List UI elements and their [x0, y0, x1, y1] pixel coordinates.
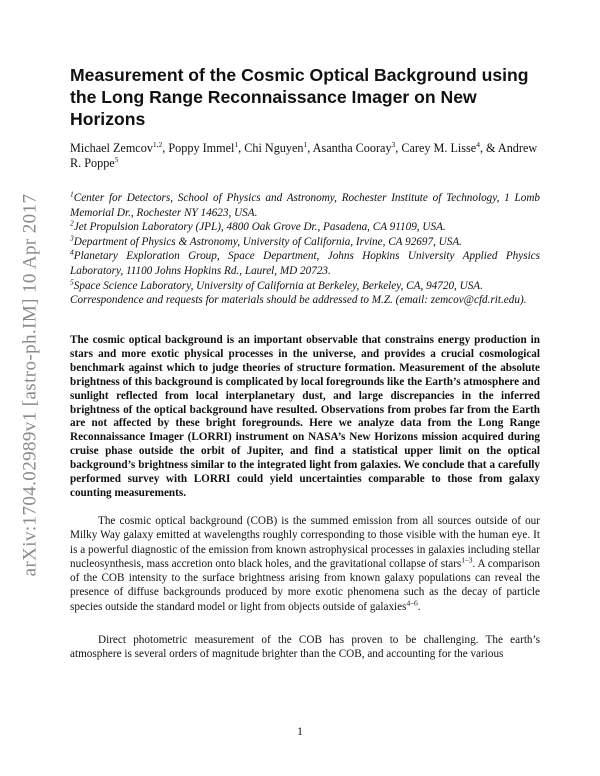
affiliation-text: Center for Detectors, School of Physics and Astronomy, Rochester Institute of Technology, 1 Lomb Memorial Dr., Rochester NY 14623, USA. — [70, 192, 540, 219]
body-paragraph — [70, 514, 540, 614]
affiliation-number: 2 — [70, 218, 74, 228]
author — [168, 141, 244, 155]
author-affil-mark: 5 — [114, 154, 119, 164]
author-separator: , — [307, 141, 313, 155]
affiliation — [70, 249, 540, 278]
author-name: Carey M. Lisse — [401, 141, 477, 155]
affiliation-number: 4 — [70, 247, 74, 257]
paper-title: Measurement of the Cosmic Optical Background using the Long Range Reconnaissance Imager on New Horizons — [70, 65, 529, 129]
affiliation — [70, 276, 540, 294]
author-list — [70, 141, 540, 171]
author-affil-mark: 1 — [303, 139, 308, 149]
affiliation-number: 5 — [70, 276, 74, 286]
author-name: Asantha Cooray — [312, 141, 392, 155]
page-number: 1 — [297, 726, 303, 738]
author-name: Poppy Immel — [168, 141, 235, 155]
author-affil-mark: 4 — [476, 139, 480, 149]
affiliation — [70, 235, 540, 250]
affiliation-text: Planetary Exploration Group, Space Department, Johns Hopkins University Applied Physics Laboratory, 11100 Johns Hopkins Rd., Laurel, MD 20723. — [70, 250, 540, 277]
body-text: The cosmic optical background (COB) is the summed emission from all sources outside of our Milky Way galaxy emitted at wavelengths roughly corresponding to those visible with the human eye. It is a powerful diagnostic of the emission from known astrophysical processes in galaxies including stellar nucleosynthesis, mass accretion onto black holes, and the gravitational collapse of stars — [70, 515, 540, 570]
body-paragraph: Direct photometric measurement of the COB has proven to be challenging. The earth’s atmosphere is several orders of magnitude brighter than the COB, and accounting for the various — [70, 634, 540, 661]
affiliation — [70, 191, 540, 220]
author-name: Andrew R. Poppe — [70, 141, 538, 170]
author-separator: , — [238, 141, 245, 155]
arxiv-stamp-text: arXiv:1704.02989v1 [astro-ph.IM] 10 Apr 2017 — [19, 193, 40, 577]
author — [244, 141, 312, 155]
body-text: . — [417, 600, 421, 613]
author-separator: , — [162, 141, 169, 155]
affiliation-text: Department of Physics & Astronomy, University of California, Irvine, CA 92697, USA. — [73, 235, 462, 248]
citation: 4–6 — [406, 598, 418, 608]
author-affil-mark: 1 — [234, 139, 239, 149]
correspondence-note: Correspondence and requests for materials should be addressed to M.Z. (email: zemcov@cfd.rit.edu). — [70, 294, 527, 307]
author — [313, 141, 402, 155]
author-affil-mark: 3 — [391, 139, 396, 149]
author-separator: , — [395, 141, 402, 155]
affiliation-number: 3 — [70, 233, 74, 243]
author-name: Michael Zemcov — [70, 141, 153, 155]
affiliation-list — [70, 191, 540, 308]
arxiv-stamp — [20, 190, 40, 580]
author — [70, 141, 168, 155]
author — [401, 141, 498, 155]
author-separator: , & — [479, 141, 498, 155]
citation: 1–3 — [461, 555, 473, 565]
affiliation-number: 1 — [70, 189, 74, 199]
abstract: The cosmic optical background is an important observable that constrains energy production in stars and more exotic physical processes in the universe, and provides a crucial cosmological benchmark against which to judge theories of structure formation. Measurement of the absolute brightness of this background is complicated by local foregrounds like the Earth’s atmosphere and sunlight reflected from local interplanetary dust, and large discrepancies in the inferred brightness of the optical background have resulted. Observations from probes far from the Earth are not affected by these bright foregrounds. Here we analyze data from the Long Range Reconnaissance Imager (LORRI) instrument on NASA’s New Horizons mission acquired during cruise phase outside the orbit of Jupiter, and find a statistical upper limit on the optical background’s brightness similar to the integrated light from galaxies. We conclude that a carefully performed survey with LORRI could yield uncertainties comparable to those from galaxy counting measurements. — [70, 334, 540, 499]
author-name: Chi Nguyen — [244, 141, 304, 155]
body-text: . A comparison of the COB intensity to the surface brightness arising from known galaxy populations can reveal the presence of diffuse backgrounds produced by more exotic phenomena such as the decay of particle species outside the standard model or light from objects outside of galaxies — [70, 557, 540, 613]
affiliation — [70, 220, 540, 235]
affiliation-text: Jet Propulsion Laboratory (JPL), 4800 Oak Grove Dr., Pasadena, CA 91109, USA. — [73, 221, 446, 234]
affiliation-text: Space Science Laboratory, University of California at Berkeley, Berkeley, CA, 94720, USA. — [73, 279, 483, 292]
author-affil-mark: 1,2 — [152, 139, 163, 149]
